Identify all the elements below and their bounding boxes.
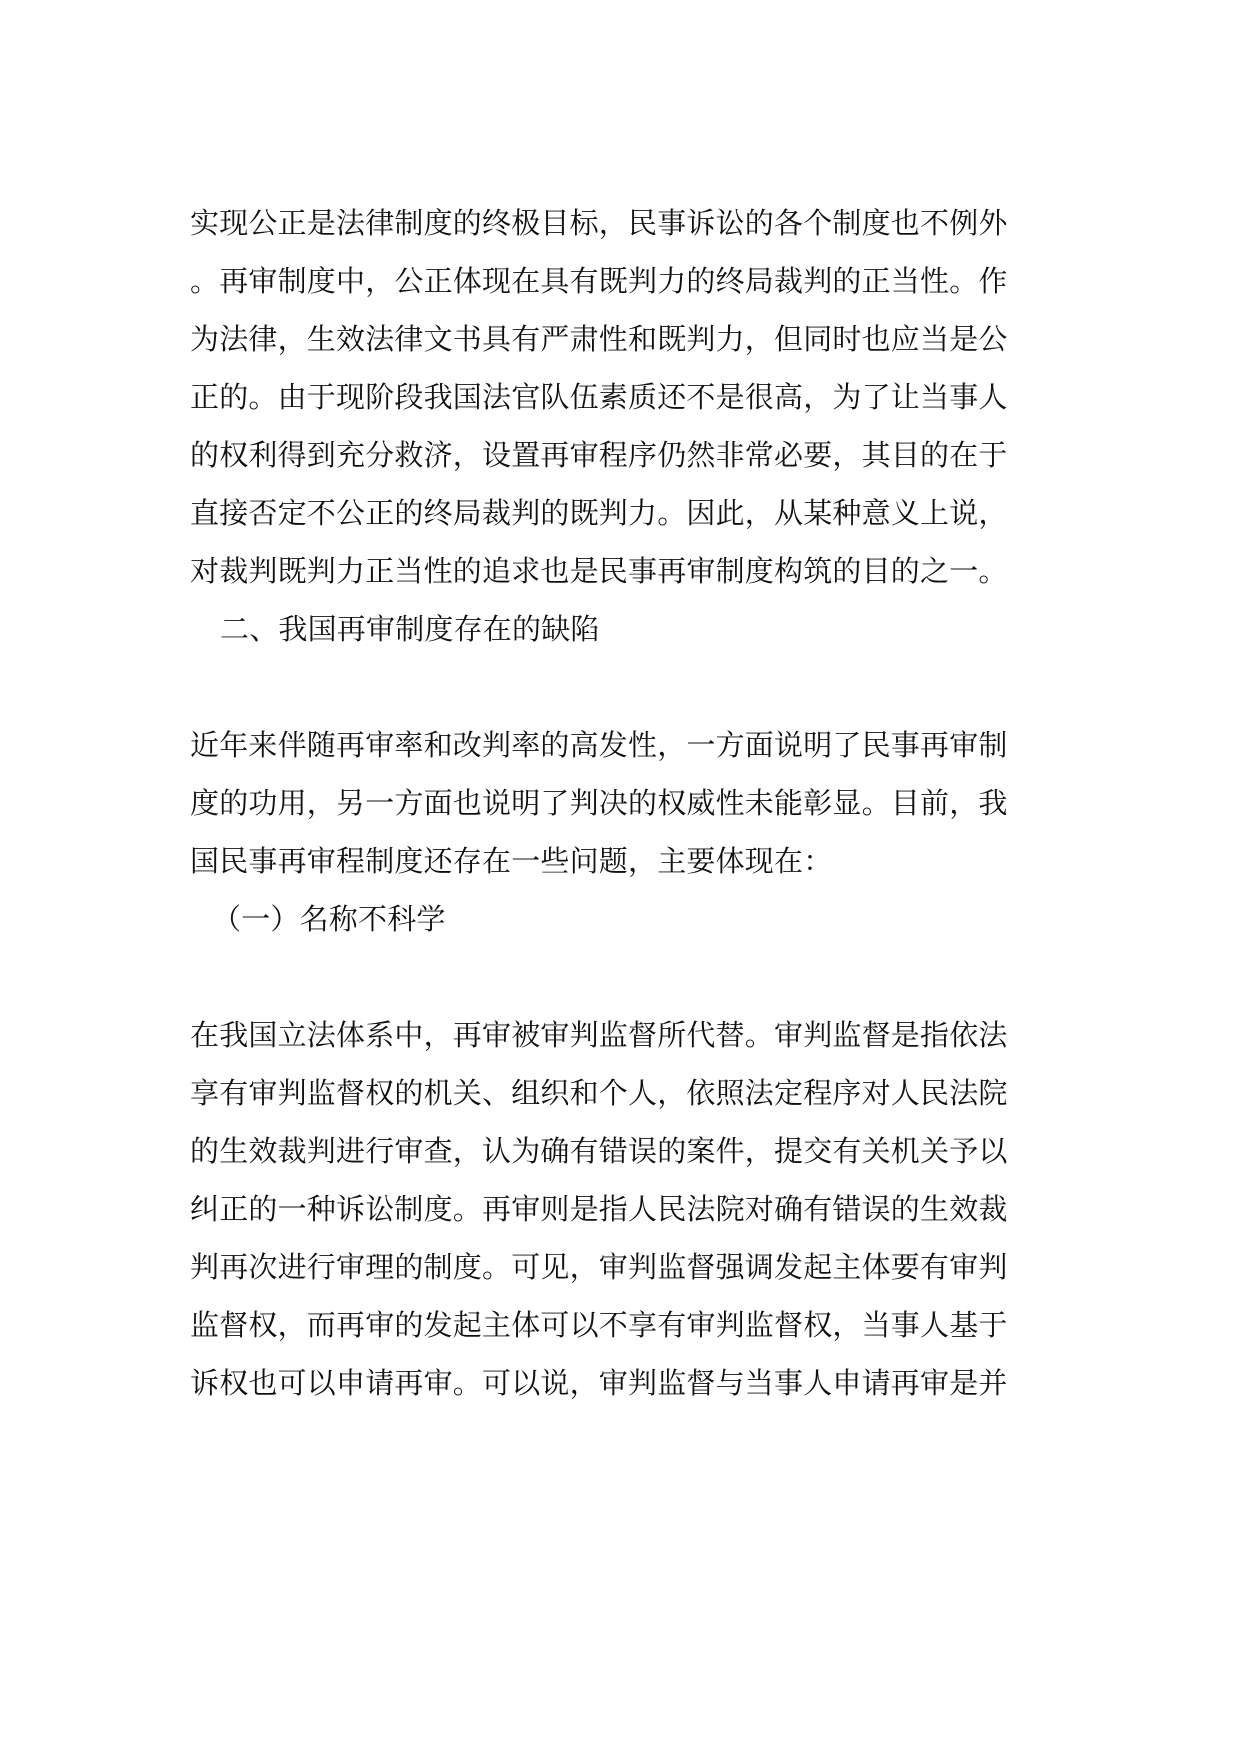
text-line: 纠正的一种诉讼制度。再审则是指人民法院对确有错误的生效裁 [190,1192,1008,1226]
text-line: 为法律，生效法律文书具有严肃性和既判力，但同时也应当是公 [190,322,1008,356]
text-line: 在我国立法体系中，再审被审判监督所代替。审判监督是指依法 [190,1018,1008,1052]
text-line: 度的功用，另一方面也说明了判决的权威性未能彰显。目前，我 [190,786,1008,820]
section-heading: 二、我国再审制度存在的缺陷 [220,612,600,646]
text-line: 直接否定不公正的终局裁判的既判力。因此，从某种意义上说， [190,496,1008,530]
text-line: 国民事再审程制度还存在一些问题，主要体现在： [190,844,833,878]
text-line: 诉权也可以申请再审。可以说，审判监督与当事人申请再审是并 [190,1366,1008,1400]
text-line: 对裁判既判力正当性的追求也是民事再审制度构筑的目的之一。 [190,554,1008,588]
text-line: 享有审判监督权的机关、组织和个人，依照法定程序对人民法院 [190,1076,1008,1110]
text-line: 监督权，而再审的发起主体可以不享有审判监督权，当事人基于 [190,1308,1008,1342]
text-line: 的权利得到充分救济，设置再审程序仍然非常必要，其目的在于 [190,438,1008,472]
text-line: 。再审制度中，公正体现在具有既判力的终局裁判的正当性。作 [190,264,1008,298]
subsection-heading: （一）名称不科学 [212,902,446,936]
text-line: 实现公正是法律制度的终极目标，民事诉讼的各个制度也不例外 [190,206,1008,240]
text-line: 正的。由于现阶段我国法官队伍素质还不是很高，为了让当事人 [190,380,1008,414]
text-line: 近年来伴随再审率和改判率的高发性，一方面说明了民事再审制 [190,728,1008,762]
text-line: 的生效裁判进行审查，认为确有错误的案件，提交有关机关予以 [190,1134,1008,1168]
text-line: 判再次进行审理的制度。可见，审判监督强调发起主体要有审判 [190,1250,1008,1284]
